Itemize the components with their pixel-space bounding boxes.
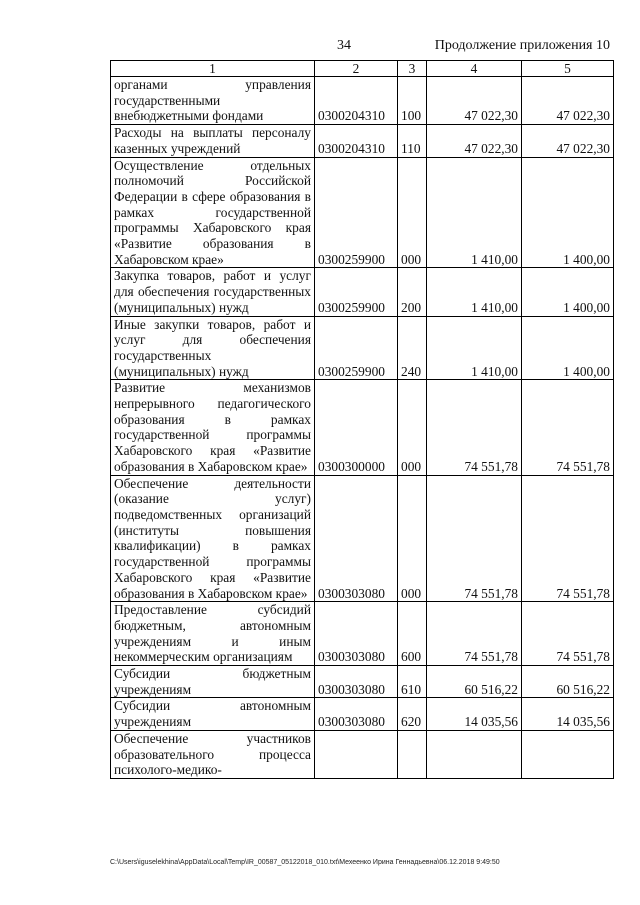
target-article-cell xyxy=(315,730,398,778)
expense-name-cell: Иные закупки товаров, работ и услуг для обеспечения государственных (муниципальных) нужд xyxy=(111,316,315,380)
expense-type-cell: 100 xyxy=(398,77,427,125)
target-article-cell: 0300204310 xyxy=(315,77,398,125)
amount-cell: 74 551,78 xyxy=(522,602,614,666)
expense-type-cell: 200 xyxy=(398,268,427,316)
expense-type-cell xyxy=(398,730,427,778)
table-row xyxy=(111,380,614,475)
table-row xyxy=(111,157,614,268)
amount-cell: 74 551,78 xyxy=(522,475,614,602)
expense-name-cell: Обеспечение участников образовательного процесса психолого-медико- xyxy=(111,730,315,778)
column-header: 1 xyxy=(111,61,315,77)
target-article-cell: 0300303080 xyxy=(315,602,398,666)
amount-cell: 47 022,30 xyxy=(522,125,614,157)
amount-cell xyxy=(522,730,614,778)
footer-file-path: C:\Users\iguselekhina\AppData\Local\Temp\IR_00587_05122018_010.txt\Мехеенко Ирина Геннадьевна\06.12.2018 9:49:50 xyxy=(110,859,500,866)
amount-cell: 14 035,56 xyxy=(522,698,614,730)
expense-name-cell: Расходы на выплаты персоналу казенных учреждений xyxy=(111,125,315,157)
expense-name-cell: Обеспечение деятельности (оказание услуг) подведомственных организаций (институты повышения квалификации) в рамках государственной программы Хабаровского края «Развитие образования в Хабаровском крае» xyxy=(111,475,315,602)
budget-table xyxy=(110,60,614,779)
expense-name-cell: Закупка товаров, работ и услуг для обеспечения государственных (муниципальных) нужд xyxy=(111,268,315,316)
table-row xyxy=(111,698,614,730)
expense-name-cell: Предоставление субсидий бюджетным, автономным учреждениям и иным некоммерческим организациям xyxy=(111,602,315,666)
column-header: 4 xyxy=(427,61,522,77)
page-number: 34 xyxy=(337,38,351,53)
amount-cell: 14 035,56 xyxy=(427,698,522,730)
expense-type-cell: 000 xyxy=(398,475,427,602)
expense-name-cell: Осуществление отдельных полномочий Российской Федерации в сфере образования в рамках государственной программы Хабаровского края «Развитие образования в Хабаровском крае» xyxy=(111,157,315,268)
amount-cell: 74 551,78 xyxy=(522,380,614,475)
table-row xyxy=(111,602,614,666)
expense-type-cell: 240 xyxy=(398,316,427,380)
amount-cell: 1 400,00 xyxy=(522,316,614,380)
target-article-cell: 0300259900 xyxy=(315,316,398,380)
expense-type-cell: 610 xyxy=(398,666,427,698)
amount-cell: 1 410,00 xyxy=(427,268,522,316)
expense-name-cell: органами управления государственными внебюджетными фондами xyxy=(111,77,315,125)
table-row xyxy=(111,77,614,125)
target-article-cell: 0300259900 xyxy=(315,157,398,268)
expense-type-cell: 620 xyxy=(398,698,427,730)
expense-type-cell: 600 xyxy=(398,602,427,666)
target-article-cell: 0300259900 xyxy=(315,268,398,316)
table-header-row xyxy=(111,61,614,77)
table-row xyxy=(111,666,614,698)
amount-cell: 47 022,30 xyxy=(427,77,522,125)
target-article-cell: 0300303080 xyxy=(315,475,398,602)
amount-cell: 60 516,22 xyxy=(427,666,522,698)
target-article-cell: 0300204310 xyxy=(315,125,398,157)
target-article-cell: 0300303080 xyxy=(315,698,398,730)
amount-cell: 1 400,00 xyxy=(522,268,614,316)
expense-type-cell: 000 xyxy=(398,157,427,268)
column-header: 3 xyxy=(398,61,427,77)
amount-cell: 60 516,22 xyxy=(522,666,614,698)
column-header: 2 xyxy=(315,61,398,77)
target-article-cell: 0300300000 xyxy=(315,380,398,475)
table-row xyxy=(111,125,614,157)
table-row xyxy=(111,475,614,602)
expense-name-cell: Субсидии автономным учреждениям xyxy=(111,698,315,730)
expense-type-cell: 000 xyxy=(398,380,427,475)
table-row xyxy=(111,268,614,316)
expense-type-cell: 110 xyxy=(398,125,427,157)
column-header: 5 xyxy=(522,61,614,77)
amount-cell xyxy=(427,730,522,778)
table-row xyxy=(111,316,614,380)
target-article-cell: 0300303080 xyxy=(315,666,398,698)
amount-cell: 47 022,30 xyxy=(427,125,522,157)
appendix-note: Продолжение приложения 10 xyxy=(434,38,610,53)
amount-cell: 74 551,78 xyxy=(427,602,522,666)
amount-cell: 1 410,00 xyxy=(427,316,522,380)
expense-name-cell: Развитие механизмов непрерывного педагогического образования в рамках государственной программы Хабаровского края «Развитие образования в Хабаровском крае» xyxy=(111,380,315,475)
amount-cell: 74 551,78 xyxy=(427,475,522,602)
amount-cell: 74 551,78 xyxy=(427,380,522,475)
expense-name-cell: Субсидии бюджетным учреждениям xyxy=(111,666,315,698)
amount-cell: 1 400,00 xyxy=(522,157,614,268)
amount-cell: 1 410,00 xyxy=(427,157,522,268)
table-row xyxy=(111,730,614,778)
amount-cell: 47 022,30 xyxy=(522,77,614,125)
